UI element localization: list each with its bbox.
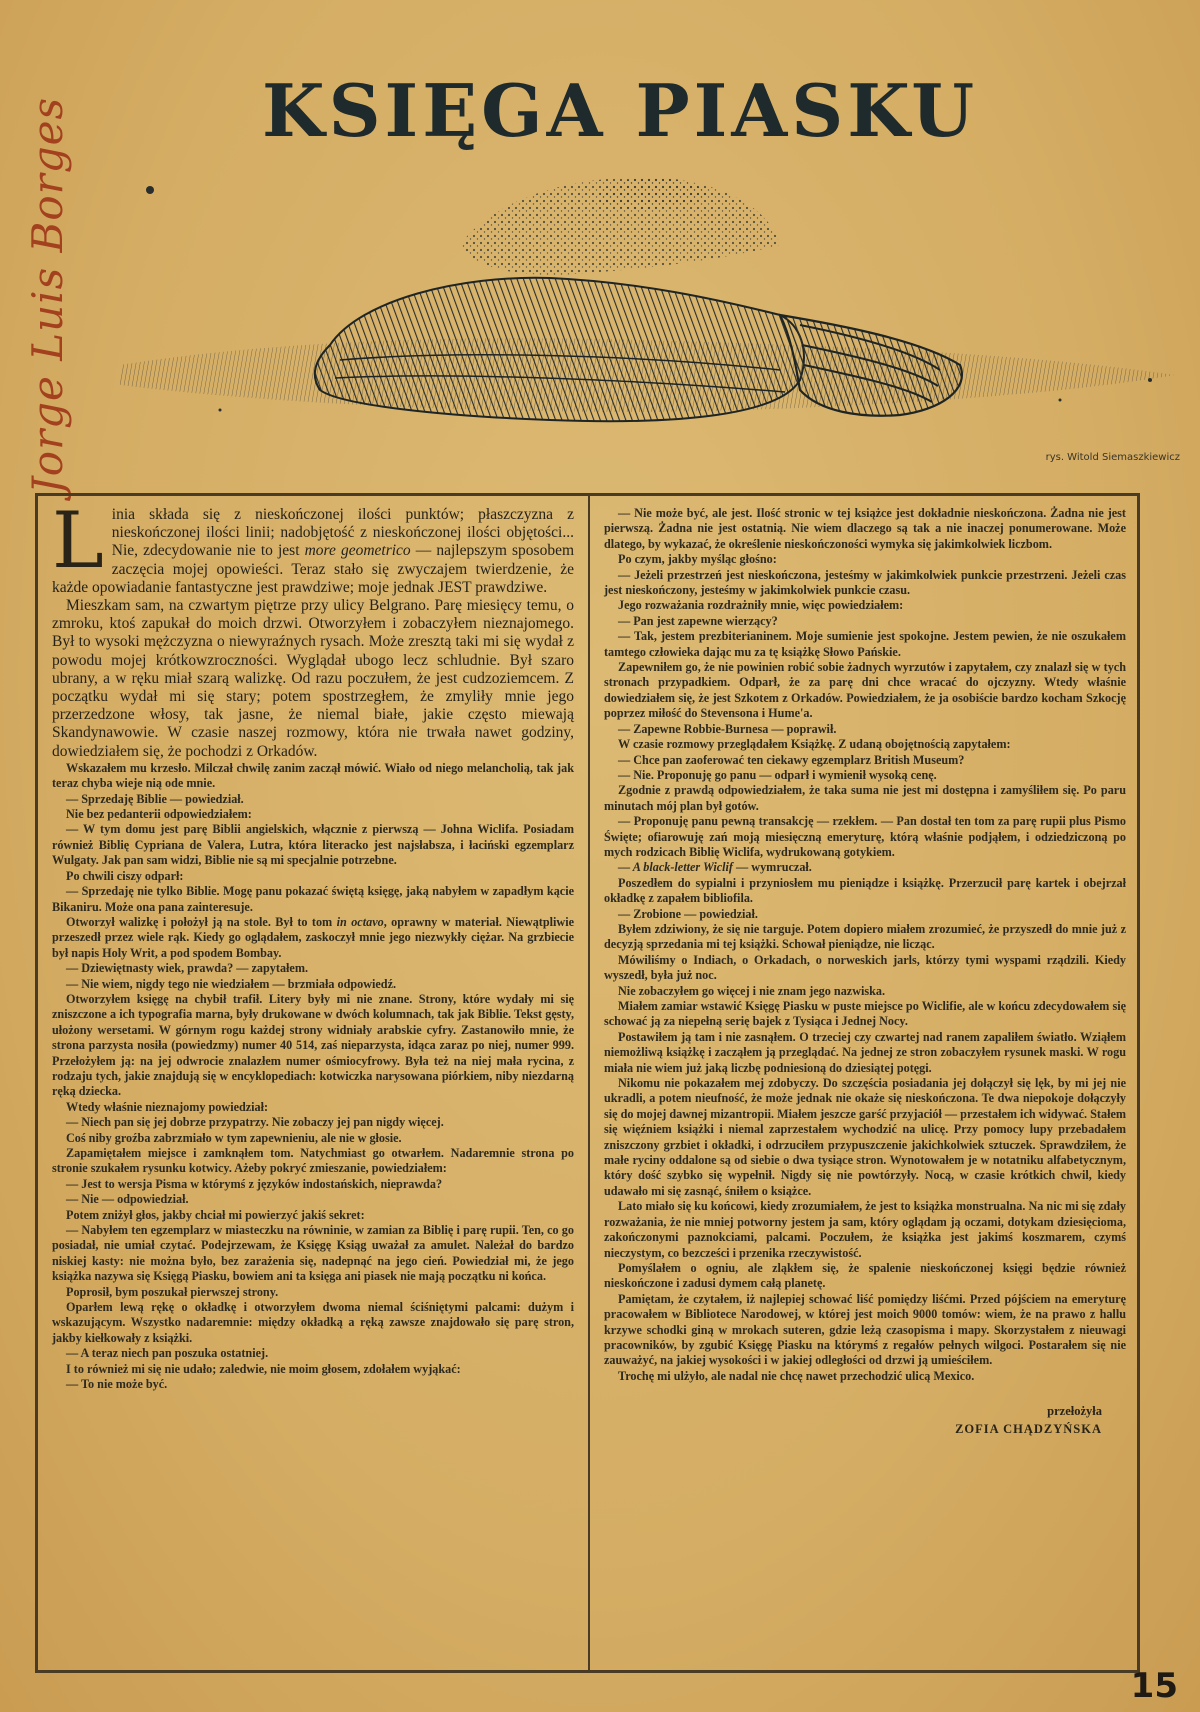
paragraph: — Nabyłem ten egzemplarz w miasteczku na równinie, w zamian za Biblię i parę rupii. Ten, co go posiadał, nie umiał czytać. Podejrzewam, że Księgę Ksiąg uważał za amulet. Należał do bardzo niskiej kasty: nie można było, bez zarażenia się, nadepnąć na jego cień. Powiedział mi, że jego książka nazywa się Księgą Piasku, bowiem ani ta księga ani piasek nie mają początku ni końca.: [52, 1223, 574, 1284]
article-body: [35, 493, 1140, 1673]
translator-label: przełożyła: [1047, 1404, 1102, 1419]
paragraph: Byłem zdziwiony, że się nie targuje. Potem dopiero miałem zrozumieć, że przyszedł do mnie już z decyzją sprzedania mi tej książki. Schował pieniądze, nie licząc.: [604, 921, 1126, 952]
lead-paragraph: Linia składa się z nieskończonej ilości punktów; płaszczyzna z nieskończonej ilości linii; nadobjętość z nieskończonej ilości objętości... Nie, zdecydowanie nie to jest more geometrico — najlepszym sposobem zaczęcia mojej opowieści. Teraz stało się zwyczajem twierdzenie, że każde opowiadanie fantastyczne jest prawdziwe; moje jednak JEST prawdziwe.: [52, 496, 575, 596]
story-title: KSIĘGA PIASKU: [261, 68, 979, 153]
paragraph: — Dziewiętnasty wiek, prawda? — zapytałem.: [66, 961, 309, 976]
paragraph: Zapamiętałem miejsce i zamknąłem tom. Natychmiast go otwarłem. Nadaremnie strona po stronie szukałem rysunku kotwicy. Ażeby pokryć zmieszanie, powiedziałem:: [52, 1146, 574, 1176]
paragraph: — Nie — odpowiedział.: [66, 1192, 189, 1207]
paragraph: Jego rozważania rozdrażniły mnie, więc powiedziałem:: [618, 598, 904, 613]
paragraph: — Nie może być, ale jest. Ilość stronic w tej książce jest dokładnie nieskończona. Żadna nie jest pierwszą. Żadna nie jest ostatnią. Nie wiem dlaczego są tak a nie inaczej ponumerowane. Może dlatego, by wykazać, że określenie nieskończoności wymyka się jakimkolwiek liczbom.: [604, 506, 1126, 551]
paragraph: Otworzyłem księgę na chybił trafił. Litery były mi nie znane. Strony, które wydały mi się zniszczone a ich typografia marna, były drukowane w dwóch kolumnach, tak jak Biblie. Tekst gęsty, ułożony wersetami. W górnym rogu każdej strony widniały arabskie cyfry. Zastanowiło mnie, że strona parzysta nosiła (powiedzmy) numer 40 514, zaś nieparzysta, idąca zaraz po niej, numer 999. Przełożyłem ją: na jej odwrocie znalazłem numer ośmiocyfrowy. Była też na niej mała rycina, z rodzaju tych, jakie znajdują się w encyklopediach: kotwiczka narysowana piórkiem, niby niezdarną ręką dziecka.: [52, 991, 574, 1099]
paragraph: — Tak, jestem prezbiterianinem. Moje sumienie jest spokojne. Jestem pewien, że nie oszukałem tamtego człowieka dając mu za tę książkę Słowo Pańskie.: [604, 629, 1126, 659]
paragraph: Postawiłem ją tam i nie zasnąłem. O trzeciej czy czwartej nad ranem zapaliłem światło. Wziąłem niemożliwą książkę i zacząłem ją przeglądać. Na jednej ze stron zobaczyłem rysunek maski. W rogu miała nie wiem już jaką liczbę podniesioną do dziesiątej potęgi.: [604, 1029, 1126, 1075]
illustration-credit: rys. Witold Siemaszkiewicz: [1045, 452, 1180, 463]
speck-mark: [146, 186, 154, 194]
paragraph: — Jeżeli przestrzeń jest nieskończona, jesteśmy w jakimkolwiek punkcie przestrzeni. Jeżeli czas jest nieskończony, jesteśmy w jakimkolwiek punkcie czasu.: [604, 567, 1126, 598]
paragraph: Miałem zamiar wstawić Księgę Piasku w puste miejsce po Wiclifie, ale w końcu zdecydowałem się schować ją za niepełną serię bajek z Tysiąca i Jednej Nocy.: [604, 999, 1126, 1029]
article-column-right: [588, 496, 1140, 1670]
paragraph: — Jest to wersja Pisma w którymś z języków indostańskich, nieprawda?: [66, 1176, 443, 1191]
sand-book-illustration: [80, 150, 1185, 480]
paragraph: Poprosił, bym poszukał pierwszej strony.: [66, 1284, 279, 1299]
translator-credit: [604, 1402, 1126, 1438]
paragraph: Zapewniłem go, że nie powinien robić sobie żadnych wyrzutów i zapytałem, czy znalazł się w tych stronach przypadkiem. Odparł, że za parę dni chce wracać do ojczyzny. Wtedy właśnie dowiedziałem się, że jest Szkotem z Orkadów. Powiedziałem, że ja osobiście bardzo kocham Szkocję poprzez miłość do Stevensona i Hume'a.: [604, 660, 1126, 721]
paragraph: Mieszkam sam, na czwartym piętrze przy ulicy Belgrano. Parę miesięcy temu, o zmroku, ktoś zapukał do moich drzwi. Otworzyłem i zobaczyłem nieznajomego. Był to wysoki mężczyzna o niewyraźnych rysach. Może zresztą taki mi się wydał z powodu mojej krótkowzroczności. Wyglądał ubogo lecz schludnie. Był szaro ubrany, a w ręku miał szarą walizkę. Od razu poczułem, że jest cudzoziemcem. Z początku wydał mi się stary; potem spostrzegłem, że zmyliły mnie jego przerzedzone włosy, tak jasne, że niemal białe, jakie często miewają Skandynawowie. W czasie naszej rozmowy, która nie trwała nawet godziny, dowiedziałem się, że pochodzi z Orkadów.: [52, 597, 574, 760]
paragraph: — Zrobione — powiedział.: [618, 906, 758, 921]
paragraph: W czasie rozmowy przeglądałem Książkę. Z udaną obojętnością zapytałem:: [618, 737, 1011, 752]
paragraph: — W tym domu jest parę Biblii angielskich, włącznie z pierwszą — Johna Wiclifa. Posiadam również Biblię Cypriana de Valera, Lutra, która literacko jest najsłabsza, i łaciński egzemplarz Wulgaty. Jak pan sam widzi, Biblie nie są mi specjalnie potrzebne.: [52, 822, 574, 868]
paragraph: Wtedy właśnie nieznajomy powiedział:: [66, 1099, 269, 1114]
paragraph: Pamiętam, że czytałem, iż najlepiej schować liść pomiędzy liśćmi. Przed pójściem na emeryturę pracowałem w Bibliotece Narodowej, w której jest moich 9000 tomów: wiem, że na prawo z hallu krzywe schodki giną w mrokach suteren, gdzie leżą czasopisma i mapy. Skorzystałem z nieuwagi pracowników, by zgubić Księgę Piasku na którymś z regałów pełnych wilgoci. Postarałem się nie zauważyć, na jakiej wysokości i w jakiej odległości od drzwi ją umieściłem.: [604, 1291, 1126, 1368]
paragraph: Coś niby groźba zabrzmiało w tym zapewnieniu, ale nie w głosie.: [66, 1130, 402, 1145]
paragraph: Otworzył walizkę i położył ją na stole. Był to tom in octavo, oprawny w materiał. Niewątpliwie przeszedł przez wiele rąk. Kiedy go oglądałem, zaskoczył mnie jego niezwykły ciężar. Na grzbiecie był napis Holy Writ, a pod spodem Bombay.: [52, 914, 575, 960]
paragraph: — Niech pan się jej dobrze przypatrzy. Nie zobaczy jej pan nigdy więcej.: [66, 1115, 444, 1130]
paragraph: — To nie może być.: [66, 1377, 168, 1392]
paragraph: Zgodnie z prawdą odpowiedziałem, że taka suma nie jest mi dostępna i zamyśliłem się. Po paru minutach mój plan był gotów.: [604, 783, 1126, 813]
author-byline: [20, 90, 76, 500]
paragraph: Potem zniżył głos, jakby chciał mi powierzyć jakiś sekret:: [66, 1207, 365, 1222]
paragraph: Nie zobaczyłem go więcej i nie znam jego nazwiska.: [618, 983, 886, 998]
paragraph: — Chce pan zaoferować ten ciekawy egzemplarz British Museum?: [618, 752, 965, 767]
paragraph: Wskazałem mu krzesło. Milczał chwilę zanim zaczął mówić. Wiało od niego melancholią, tak jak teraz chyba wieje nią ode mnie.: [52, 760, 574, 791]
paragraph: — A teraz niech pan poszuka ostatniej.: [66, 1346, 269, 1361]
drop-cap: L: [52, 496, 104, 586]
paragraph: — Sprzedaję Biblie — powiedział.: [66, 791, 244, 806]
paragraph: Nie bez pedanterii odpowiedziałem:: [66, 807, 252, 822]
paragraph: — Nie. Proponuję go panu — odparł i wymienił wysoką cenę.: [618, 767, 937, 782]
paragraph: — Zapewne Robbie-Burnesa — poprawił.: [618, 721, 837, 736]
paragraph: — A black-letter Wiclif — wymruczał.: [618, 860, 812, 875]
paragraph: Po chwili ciszy odparł:: [66, 868, 184, 883]
paragraph: — Sprzedaję nie tylko Biblie. Mogę panu pokazać świętą księgę, jaką nabyłem w zapadłym kącie Bikaniru. Może ona pana zainteresuje.: [52, 884, 574, 914]
article-column-left: [38, 496, 588, 1670]
author-name: Jorge Luis Borges: [23, 96, 73, 494]
translator-name: ZOFIA CHĄDZYŃSKA: [955, 1422, 1102, 1437]
page-number: 15: [1130, 1666, 1178, 1706]
paragraph: I to również mi się nie udało; zaledwie, nie moim głosem, zdołałem wyjąkać:: [66, 1361, 461, 1376]
paragraph: Pomyślałem o ogniu, ale zląkłem się, że spalenie nieskończonej księgi będzie również nieskończone i zadusi dymem całą planetę.: [604, 1260, 1126, 1291]
paragraph: Mówiliśmy o Indiach, o Orkadach, o norweskich jarls, którzy tymi wyspami rządzili. Kiedy wyszedł, była już noc.: [604, 952, 1126, 983]
paragraph: Oparłem lewą rękę o okładkę i otworzyłem dwoma niemal ściśniętymi palcami: dużym i wskazującym. Wszystko nadaremnie: między okładką a ręką zawsze znajdowało się parę stron, jakby kiełkowały z książki.: [52, 1300, 574, 1345]
paragraph: Lato miało się ku końcowi, kiedy zrozumiałem, że jest to książka monstrualna. Na nic mi się zdały rozważania, że nie mniej potworny jestem ja sam, który oglądam ją oczami, dotykam dziesięcioma, zakończonymi paznokciami, palcami. Poczułem, że książka jest jakimś koszmarem, czymś nieczystym, co bezcześci i przenika rzeczywistość.: [604, 1199, 1126, 1260]
paragraph: Poszedłem do sypialni i przyniosłem mu pieniądze i książkę. Przerzucił parę kartek i obejrzał okładkę z zapałem bibliofila.: [604, 875, 1126, 906]
paragraph: — Proponuję panu pewną transakcję — rzekłem. — Pan dostał ten tom za parę rupii plus Pismo Święte; ofiarowuję zań moją miesięczną emeryturę, którą właśnie podjąłem, i odziedziczoną po mych rodzicach Biblię Wiclifa, wydrukowaną gotykiem.: [604, 814, 1126, 859]
paragraph: Po czym, jakby myśląc głośno:: [618, 552, 777, 567]
paragraph: — Nie wiem, nigdy tego nie wiedziałem — brzmiała odpowiedź.: [66, 976, 397, 991]
paragraph: — Pan jest zapewne wierzący?: [618, 613, 778, 628]
paragraph: Nikomu nie pokazałem mej zdobyczy. Do szczęścia posiadania jej dołączył się lęk, by mi jej nie ukradli, a potem nieufność, że może jednak nie okaże się nieskończona. Te dwa niepokoje dołączyły się do mojej dawnej mizantropii. Miałem jeszcze garść przyjaciół — przestałem ich widywać. Stałem się więźniem książki i niemal zaprzestałem wychodzić na ulicę. Przy pomocy lupy przebadałem zniszczony grzbiet i okładki, i odrzuciłem przypuszczenie jakichkolwiek sztuczek. Sprawdziłem, że małe ryciny oddalone są od siebie o dwa tysiące stron. Wynotowałem je w notatniku alfabetycznym, który dość szybko się wypełnił. Nigdy się nie powtórzyły. Nocą, w czasie krótkich chwil, kiedy udawało mi się zasnąć, śniłem o książce.: [604, 1076, 1127, 1198]
paragraph: Trochę mi ulżyło, ale nadal nie chcę nawet przechodzić ulicą Mexico.: [618, 1368, 975, 1383]
